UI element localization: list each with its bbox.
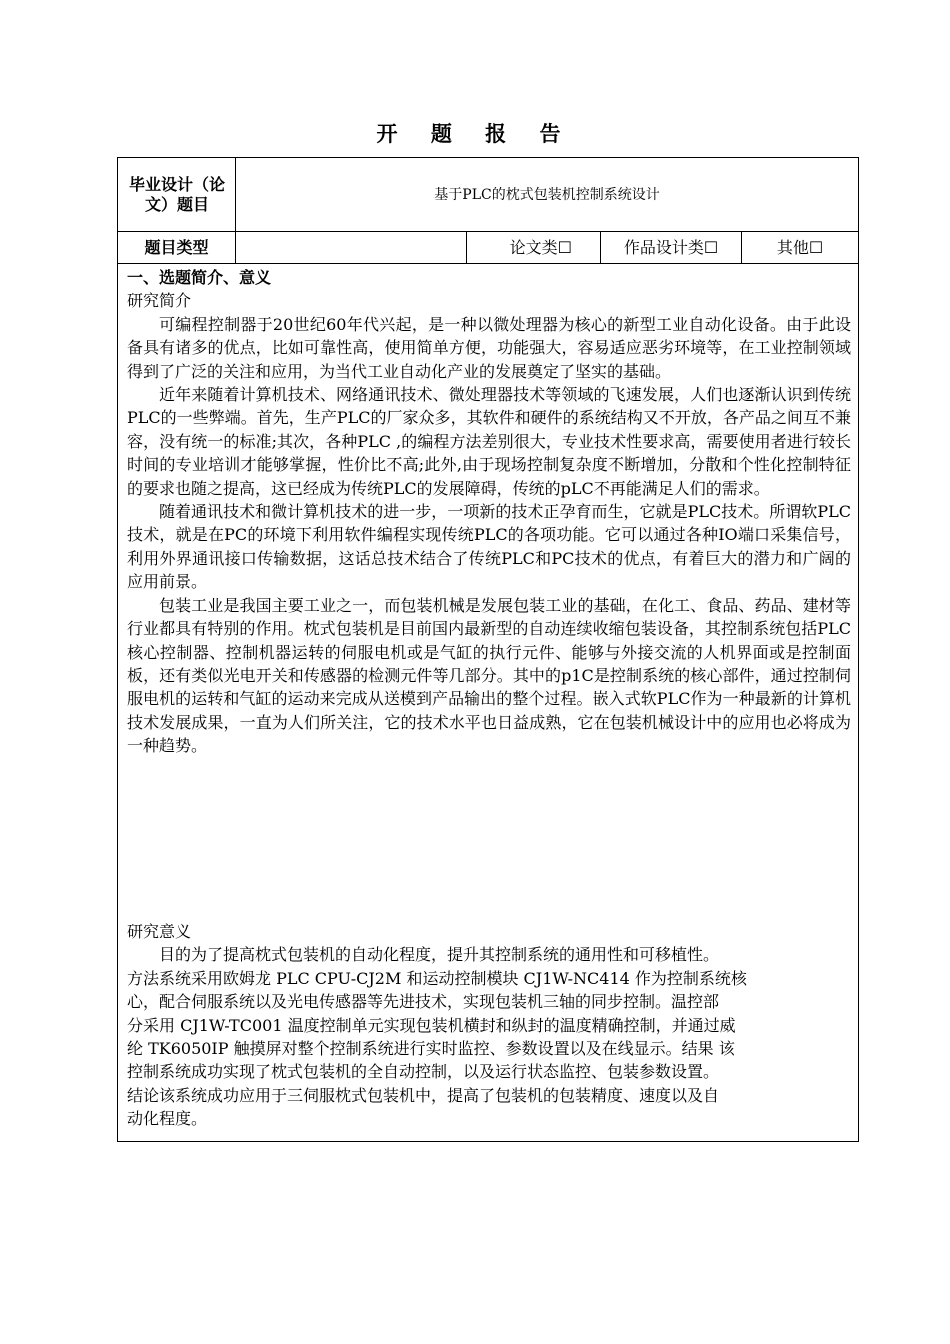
type-option-thesis-label: 论文类☐	[509, 237, 572, 257]
meaning-line: 控制系统成功实现了枕式包装机的全自动控制，以及运行状态监控、包装参数设置。	[127, 1062, 720, 1082]
type-option-design-label: 作品设计类☐	[623, 237, 719, 257]
topic-label-cell	[121, 159, 233, 230]
meaning-line: 方法系统采用欧姆龙 PLC CPU-CJ2M 和运动控制模块 CJ1W-NC414 作为控制系统核	[127, 968, 747, 988]
paragraph: 可编程控制器于20世纪60年代兴起，是一种以微处理器为核心的新型工业自动化设备。由于此设备具有诸多的优点，比如可靠性高，使用简单方便，功能强大，容易适应恶劣环境等，在工业控制领域得到了广泛的关注和应用，为当代工业自动化产业的发展奠定了坚实的基础。	[127, 314, 851, 381]
subheading-research-meaning: 研究意义	[127, 922, 192, 941]
paragraph: 随着通讯技术和微计算机技术的进一步，一项新的技术正孕育而生，它就是PLC技术。所谓软PLC技术，就是在PC的环境下利用软件编程实现传统PLC的各项功能。它可以通过各种IO端口采集信号，利用外界通讯接口传输数据，这话总技术结合了传统PLC和PC技术的优点，有着巨大的潜力和广阔的应用前景。	[127, 502, 851, 592]
paragraph: 近年来随着计算机技术、网络通讯技术、微处理器技术等领域的飞速发展，人们也逐渐认识到传统PLC的一些弊端。首先，生产PLC的厂家众多，其软件和硬件的系统结构又不开放，各产品之间互不兼容，没有统一的标准;其次，各种PLC ,的编程方法差别很大，专业技术性要求高，需要使用者进行较长时间的专业培训才能够掌握，性价比不高;此外,由于现场控制复杂度不断增加，分散和个性化控制特征的要求也随之提高，这已经成为传统PLC的发展障碍，传统的pLC不再能满足人们的需求。	[127, 385, 851, 498]
type-option-other-label: 其他☐	[776, 237, 824, 257]
meaning-line: 分采用 CJ1W-TC001 温度控制单元实现包装机横封和纵封的温度精确控制，并通过威	[127, 1015, 736, 1035]
type-label-cell	[118, 232, 235, 263]
meaning-line: 结论该系统成功应用于三伺服枕式包装机中，提高了包装机的包装精度、速度以及自	[127, 1085, 720, 1105]
type-label: 题目类型	[144, 237, 209, 257]
table-border-right	[858, 157, 859, 1142]
meaning-section	[127, 920, 851, 1131]
report-table	[117, 157, 859, 1142]
type-option-design[interactable]	[601, 232, 741, 263]
table-border-left	[117, 157, 118, 1142]
type-option-other[interactable]	[742, 232, 858, 263]
meaning-line: 目的为了提高枕式包装机的自动化程度，提升其控制系统的通用性和可移植性。	[159, 945, 720, 965]
meaning-line: 心，配合伺服系统以及光电传感器等先进技术，实现包装机三轴的同步控制。温控部	[127, 992, 720, 1012]
row-divider-2	[117, 263, 859, 264]
type-option-thesis[interactable]	[467, 232, 600, 263]
topic-label: 毕业设计（论文）题目	[129, 174, 226, 214]
intro-section	[127, 266, 851, 758]
section-heading: 一、选题简介、意义	[127, 268, 272, 287]
meaning-line: 动化程度。	[127, 1109, 208, 1129]
meaning-line: 纶 TK6050IP 触摸屏对整个控制系统进行实时监控、参数设置以及在线显示。结果 该	[127, 1039, 735, 1059]
document-title: 开 题 报 告	[376, 122, 574, 146]
subheading-research-intro: 研究简介	[127, 291, 192, 311]
table-border-bottom	[117, 1141, 859, 1142]
topic-value-cell	[236, 158, 858, 231]
topic-value: 基于PLC的枕式包装机控制系统设计	[434, 186, 660, 203]
paragraph: 包装工业是我国主要工业之一，而包装机械是发展包装工业的基础，在化工、食品、药品、建材等行业都具有特别的作用。枕式包装机是目前国内最新型的自动连续收缩包装设备，其控制系统包括PLC核心控制器、控制机器运转的伺服电机或是气缸的执行元件、能够与外接交流的人机界面或是控制面板，还有类似光电开关和传感器的检测元件等几部分。其中的p1C是控制系统的核心部件，通过控制伺服电机的运转和气缸的运动来完成从送模到产品输出的整个过程。嵌入式软PLC作为一种最新的计算机技术发展成果，一直为人们所关注，它的技术水平也日益成熟，它在包装机械设计中的应用也必将成为一种趋势。	[127, 595, 851, 756]
